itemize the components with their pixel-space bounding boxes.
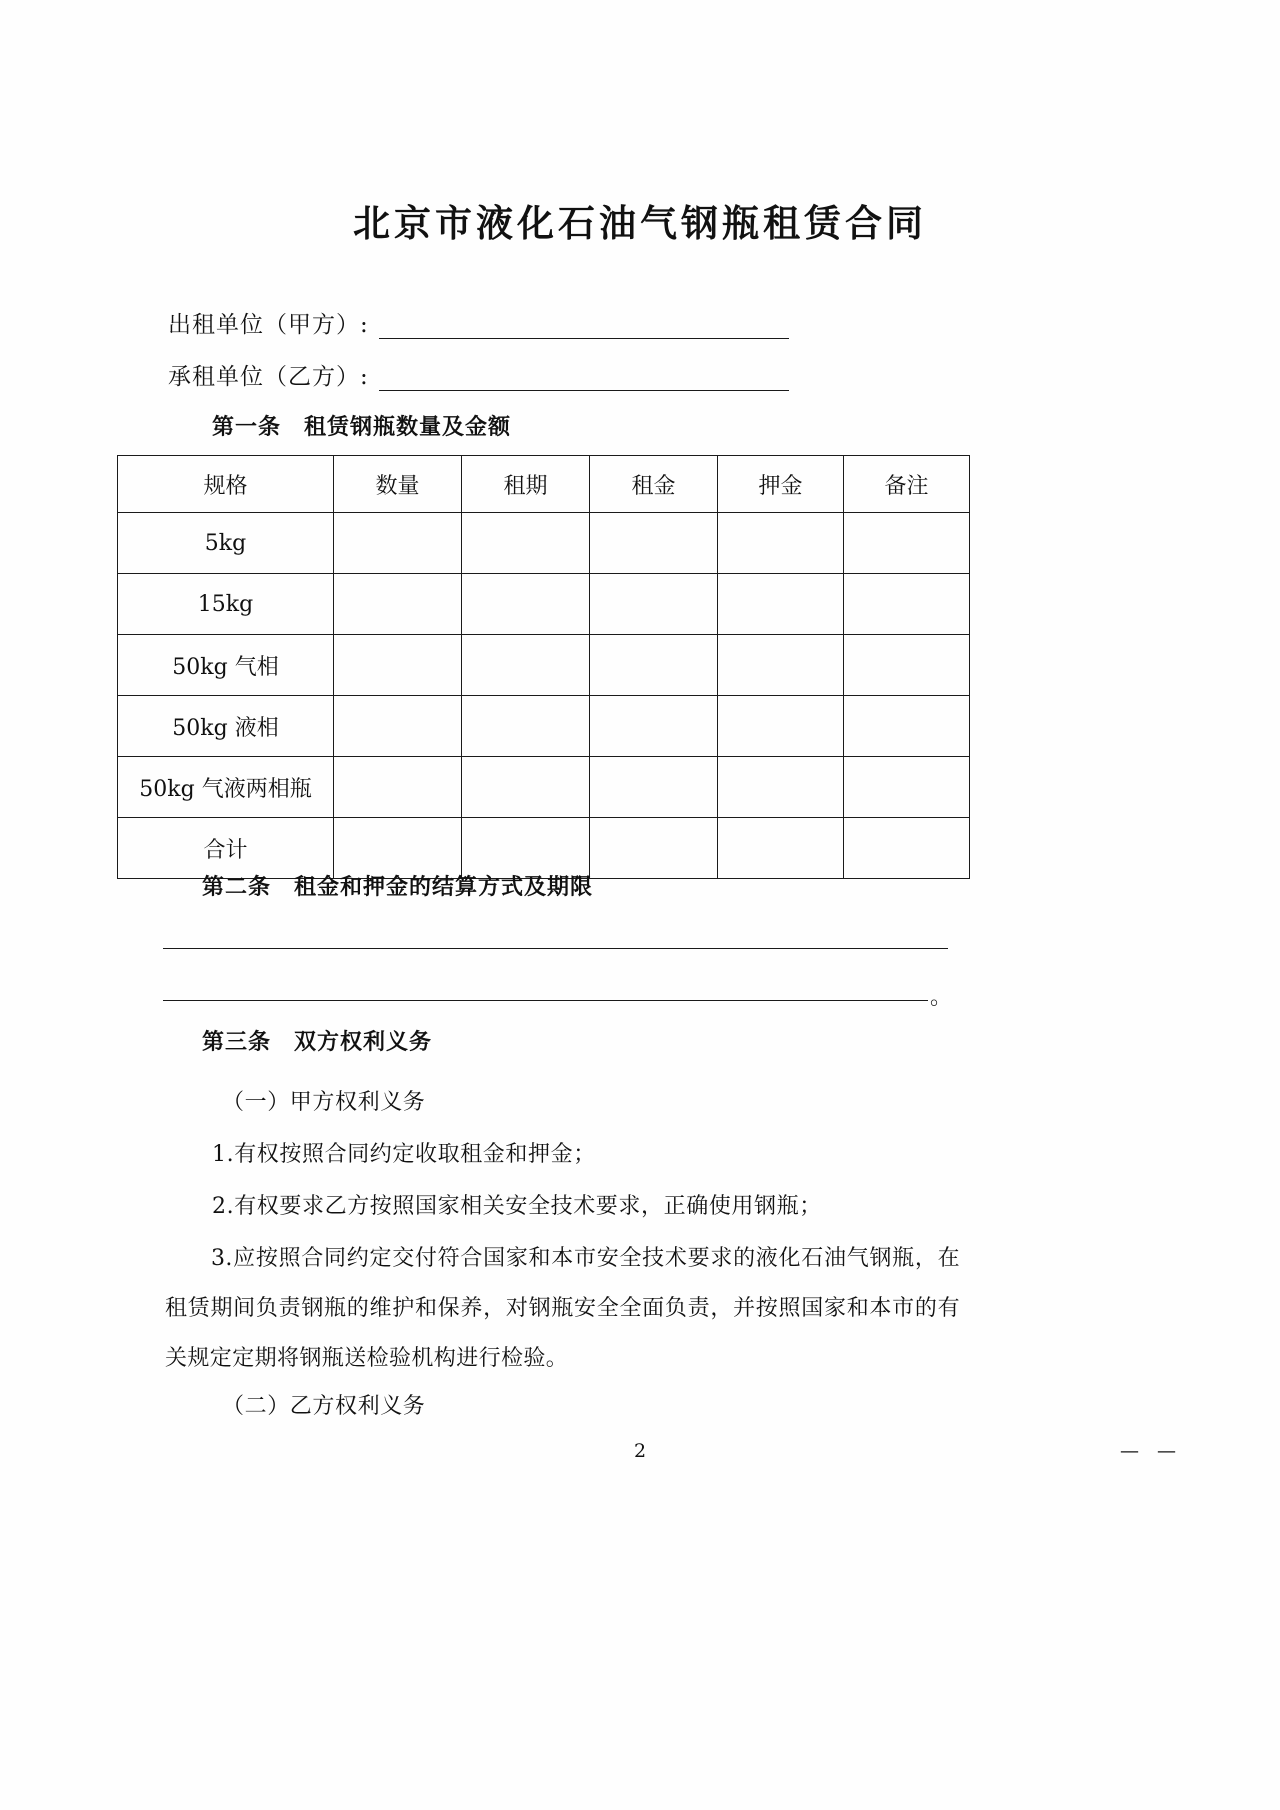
cell-remark[interactable] — [844, 574, 970, 635]
cell-spec: 50kg 气液两相瓶 — [118, 757, 334, 818]
cell-term[interactable] — [462, 757, 590, 818]
column-header-quantity: 数量 — [334, 456, 462, 513]
article-2-blank-line-1[interactable] — [163, 948, 948, 949]
article-2-blank-line-2[interactable] — [163, 1000, 928, 1001]
cell-quantity[interactable] — [334, 635, 462, 696]
obligation-item-2: 2.有权要求乙方按照国家相关安全技术要求，正确使用钢瓶； — [212, 1194, 822, 1219]
cell-spec: 合计 — [118, 818, 334, 879]
table-row — [118, 757, 970, 818]
lessee-label: 承租单位（乙方）: — [168, 364, 369, 390]
article-1-heading: 第一条 租赁钢瓶数量及金额 — [212, 414, 512, 440]
cell-term[interactable] — [462, 574, 590, 635]
cell-rent[interactable] — [590, 818, 718, 879]
cell-quantity[interactable] — [334, 513, 462, 574]
lessee-input-rule[interactable] — [379, 370, 789, 391]
cell-deposit[interactable] — [718, 574, 844, 635]
cell-remark[interactable] — [844, 757, 970, 818]
cell-remark[interactable] — [844, 696, 970, 757]
cell-rent[interactable] — [590, 757, 718, 818]
cell-term[interactable] — [462, 513, 590, 574]
cell-spec: 15kg — [118, 574, 334, 635]
lessor-input-rule[interactable] — [379, 318, 789, 339]
obligation-item-3: 3.应按照合同约定交付符合国家和本市安全技术要求的液化石油气钢瓶，在租赁期间负责钢瓶的维护和保养，对钢瓶安全全面负责，并按照国家和本市的有关规定定期将钢瓶送检验机构进行检验。 — [165, 1246, 960, 1371]
cell-spec: 50kg 气相 — [118, 635, 334, 696]
cell-quantity[interactable] — [334, 757, 462, 818]
table-row — [118, 513, 970, 574]
obligation-item-1: 1.有权按照合同约定收取租金和押金； — [212, 1142, 596, 1167]
table-header-row — [118, 456, 970, 513]
cell-spec: 50kg 液相 — [118, 696, 334, 757]
cell-spec: 5kg — [118, 513, 334, 574]
cell-quantity[interactable] — [334, 574, 462, 635]
rental-spec-table — [117, 455, 970, 879]
column-header-spec: 规格 — [118, 456, 334, 513]
table-row — [118, 635, 970, 696]
cell-remark[interactable] — [844, 635, 970, 696]
table-row — [118, 696, 970, 757]
cell-deposit[interactable] — [718, 696, 844, 757]
column-header-term: 租期 — [462, 456, 590, 513]
cell-term[interactable] — [462, 696, 590, 757]
cell-deposit[interactable] — [718, 513, 844, 574]
lessor-field-row — [168, 306, 789, 339]
cell-deposit[interactable] — [718, 757, 844, 818]
cell-rent[interactable] — [590, 635, 718, 696]
party-b-obligations-subheading: （二）乙方权利义务 — [222, 1394, 426, 1419]
column-header-rent: 租金 — [590, 456, 718, 513]
lessee-field-row — [168, 358, 789, 391]
cell-deposit[interactable] — [718, 635, 844, 696]
cell-rent[interactable] — [590, 574, 718, 635]
party-a-obligations-subheading: （一）甲方权利义务 — [222, 1090, 426, 1115]
cell-rent[interactable] — [590, 696, 718, 757]
cell-deposit[interactable] — [718, 818, 844, 879]
table-row — [118, 574, 970, 635]
article-3-heading: 第三条 双方权利义务 — [202, 1029, 433, 1055]
cell-term[interactable] — [462, 635, 590, 696]
column-header-deposit: 押金 — [718, 456, 844, 513]
cell-rent[interactable] — [590, 513, 718, 574]
column-header-remark: 备注 — [844, 456, 970, 513]
footer-dash-marks: — — — [1119, 1440, 1182, 1462]
article-2-heading: 第二条 租金和押金的结算方式及期限 — [202, 874, 594, 900]
page-title: 北京市液化石油气钢瓶租赁合同 — [353, 201, 927, 245]
article-2-period-mark: 。 — [930, 985, 953, 1010]
rental-table-container — [117, 455, 969, 879]
cell-remark[interactable] — [844, 513, 970, 574]
cell-quantity[interactable] — [334, 696, 462, 757]
lessor-label: 出租单位（甲方）: — [168, 312, 369, 338]
page-number: 2 — [633, 1440, 647, 1462]
cell-remark[interactable] — [844, 818, 970, 879]
